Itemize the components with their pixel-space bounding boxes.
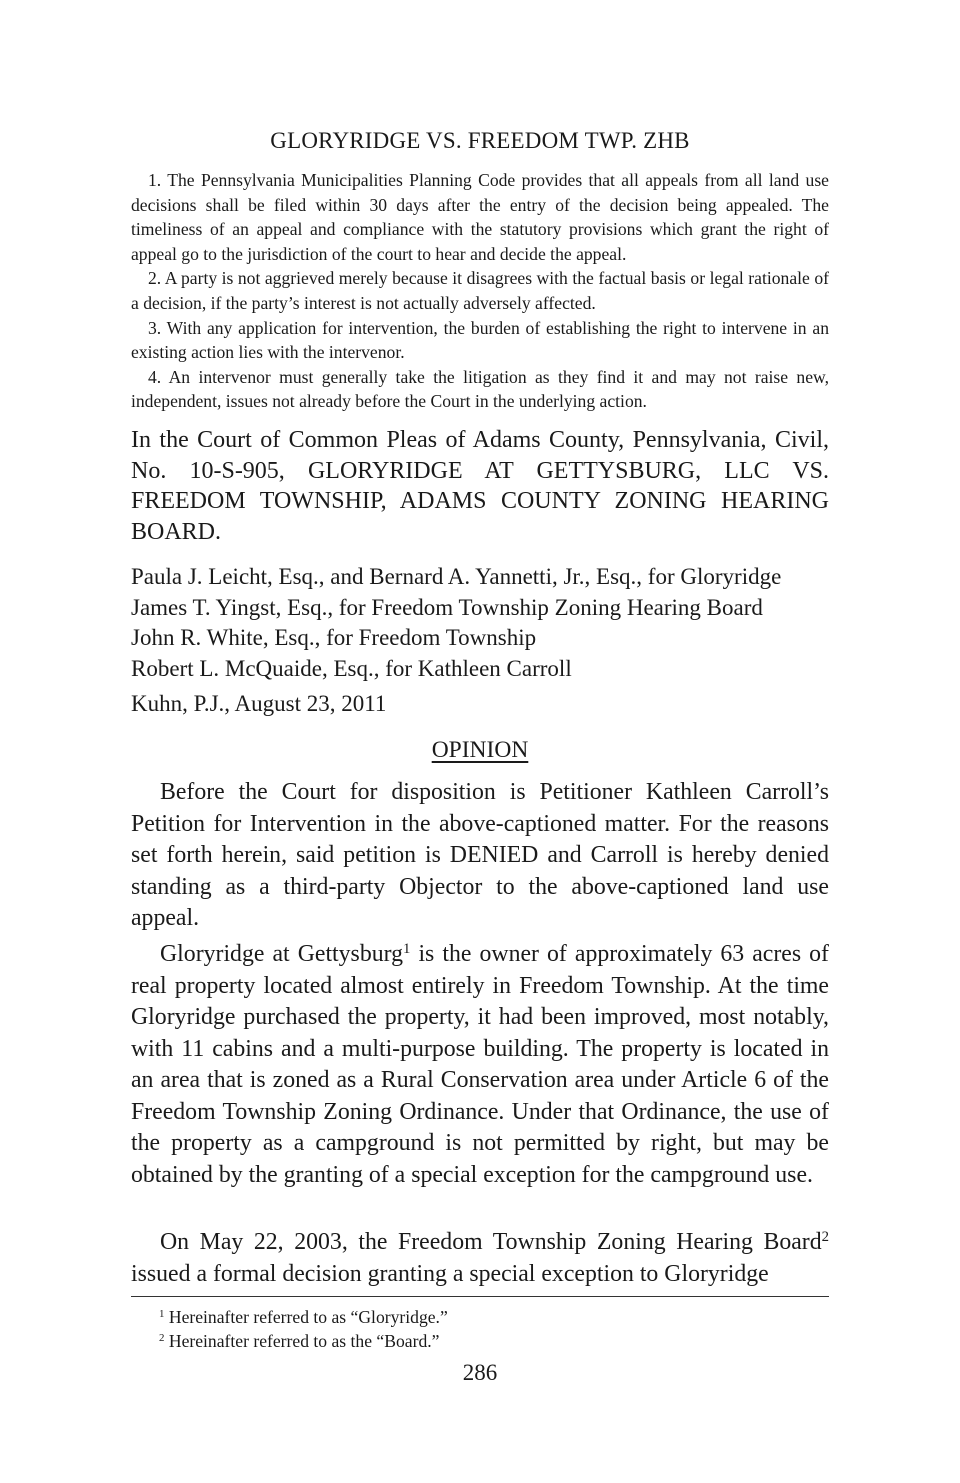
headnotes xyxy=(131,168,829,414)
opinion-paragraph-1 xyxy=(131,777,829,935)
footnote-mark: 1 xyxy=(159,1308,165,1320)
paragraph-text: issued a formal decision granting a special exception to Gloryridge xyxy=(131,1260,769,1287)
opinion-paragraph-3 xyxy=(131,1227,829,1290)
footnote-text: Hereinafter referred to as “Gloryridge.” xyxy=(168,1307,448,1327)
counsel-line: James T. Yingst, Esq., for Freedom Township Zoning Hearing Board xyxy=(131,594,763,620)
opinion-heading xyxy=(0,735,960,765)
counsel-line: Robert L. McQuaide, Esq., for Kathleen Carroll xyxy=(131,655,572,681)
case-caption: In the Court of Common Pleas of Adams County, Pennsylvania, Civil, No. 10-S-905, GLORYRIDGE AT GETTYSBURG, LLC VS. FREEDOM TOWNSHIP, ADAMS COUNTY ZONING HEARING BOARD. xyxy=(131,427,829,545)
footnote-text: Hereinafter referred to as the “Board.” xyxy=(168,1331,440,1351)
running-head: GLORYRIDGE VS. FREEDOM TWP. ZHB xyxy=(270,128,690,153)
counsel-list xyxy=(131,562,829,684)
opinion-paragraph-2 xyxy=(131,939,829,1191)
footnote-ref-1[interactable]: 1 xyxy=(403,940,411,957)
counsel-line: John R. White, Esq., for Freedom Township xyxy=(131,625,537,650)
footnote-divider xyxy=(131,1296,829,1297)
footnote-1 xyxy=(131,1305,829,1329)
paragraph-text: is the owner of approximately 63 acres of real property located almost entirely in Freedom Township. At the time Gloryridge purchased the property, it had been improved, most notably, with 11 cabins and a multi-purpose building. The property is located in an area that is zoned as a Rural Conservation area under Article 6 of the Freedom Township Zoning Ordinance. Under that Ordinance, the use of the property as a campground is not permitted by right, but may be obtained by the granting of a special exception for the campground use. xyxy=(131,941,829,1188)
footnote-mark: 2 xyxy=(159,1332,165,1344)
opinion-heading-text: OPINION xyxy=(431,737,529,763)
footnotes xyxy=(131,1305,829,1353)
footnote-ref-2[interactable]: 2 xyxy=(821,1228,829,1245)
headnote-1: 1. The Pennsylvania Municipalities Planning Code provides that all appeals from all land use decisions shall be filed within 30 days after the entry of the decision being appealed. The timeliness of an appeal and compliance with the statutory provisions which grant the right of appeal go to the jurisdiction of the court to hear and decide the appeal. xyxy=(131,170,829,264)
paragraph-text: On May 22, 2003, the Freedom Township Zoning Hearing Board xyxy=(160,1229,822,1255)
headnote-3: 3. With any application for intervention, the burden of establishing the right to intervene in an existing action lies with the intervenor. xyxy=(131,317,829,363)
judge-line: Kuhn, P.J., August 23, 2011 xyxy=(131,691,387,716)
footnote-2 xyxy=(131,1329,829,1353)
paragraph-text: Before the Court for disposition is Petitioner Kathleen Carroll’s Petition for Intervention in the above-captioned matter. For the reasons set forth herein, said petition is DENIED and Carroll is hereby denied standing as a third-party Objector to the above-captioned land use appeal. xyxy=(131,779,829,931)
paragraph-text: Gloryridge at Gettysburg xyxy=(160,941,404,967)
counsel-line: Paula J. Leicht, Esq., and Bernard A. Yannetti, Jr., Esq., for Gloryridge xyxy=(131,564,782,589)
headnote-4: 4. An intervenor must generally take the litigation as they find it and may not raise new, independent, issues not already before the Court in the underlying action. xyxy=(131,366,829,412)
page-number: 286 xyxy=(462,1360,498,1385)
headnote-2: 2. A party is not aggrieved merely because it disagrees with the factual basis or legal rationale of a decision, if the party’s interest is not actually adversely affected. xyxy=(131,268,829,313)
